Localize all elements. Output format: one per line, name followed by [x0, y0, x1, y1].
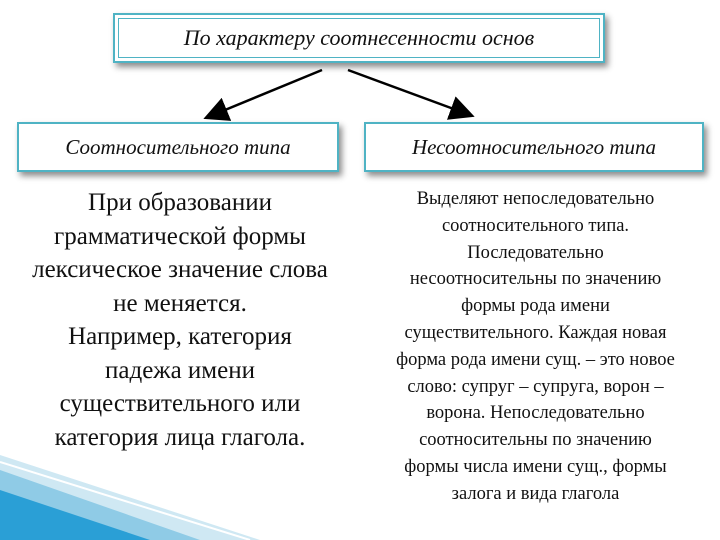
right-heading-box — [364, 122, 704, 172]
left-line: При образовании — [88, 189, 272, 216]
right-heading: Несоотносительного типа — [411, 134, 657, 159]
right-line: Последовательно — [467, 242, 604, 263]
left-line: категория лица глагола. — [54, 423, 306, 451]
right-line: несоотносительны по значению — [409, 269, 662, 290]
right-line: ворона. Непоследовательно — [426, 403, 645, 424]
left-line: существительного или — [59, 390, 301, 417]
left-line: грамматической формы — [54, 222, 306, 250]
left-line: лексическое значение слова — [32, 256, 328, 283]
right-line: залога и вида глагола — [451, 483, 620, 504]
left-line: падежа имени — [105, 356, 255, 384]
right-line: Выделяют непоследовательно — [416, 189, 655, 209]
right-line: форма рода имени сущ. – это новое — [396, 349, 675, 370]
right-line: формы числа имени сущ., формы — [404, 456, 667, 477]
right-line: существительного. Каждая новая — [404, 322, 667, 343]
left-line: Например, категория — [68, 323, 292, 350]
left-heading-box — [17, 122, 339, 172]
arrow-right — [348, 70, 470, 115]
left-heading: Соотносительного типа — [65, 134, 291, 159]
right-line: соотносительного типа. — [441, 215, 630, 236]
right-line: соотносительны по значению — [419, 430, 652, 451]
title-box — [113, 13, 605, 63]
title-text: По характеру соотнесенности основ — [183, 25, 535, 50]
right-description — [358, 186, 713, 508]
left-description — [2, 186, 358, 454]
arrow-left — [208, 70, 322, 117]
right-line: формы рода имени — [461, 296, 610, 317]
right-line: слово: супруг – супруга, ворон – — [407, 376, 664, 397]
left-line: не меняется. — [113, 289, 247, 317]
